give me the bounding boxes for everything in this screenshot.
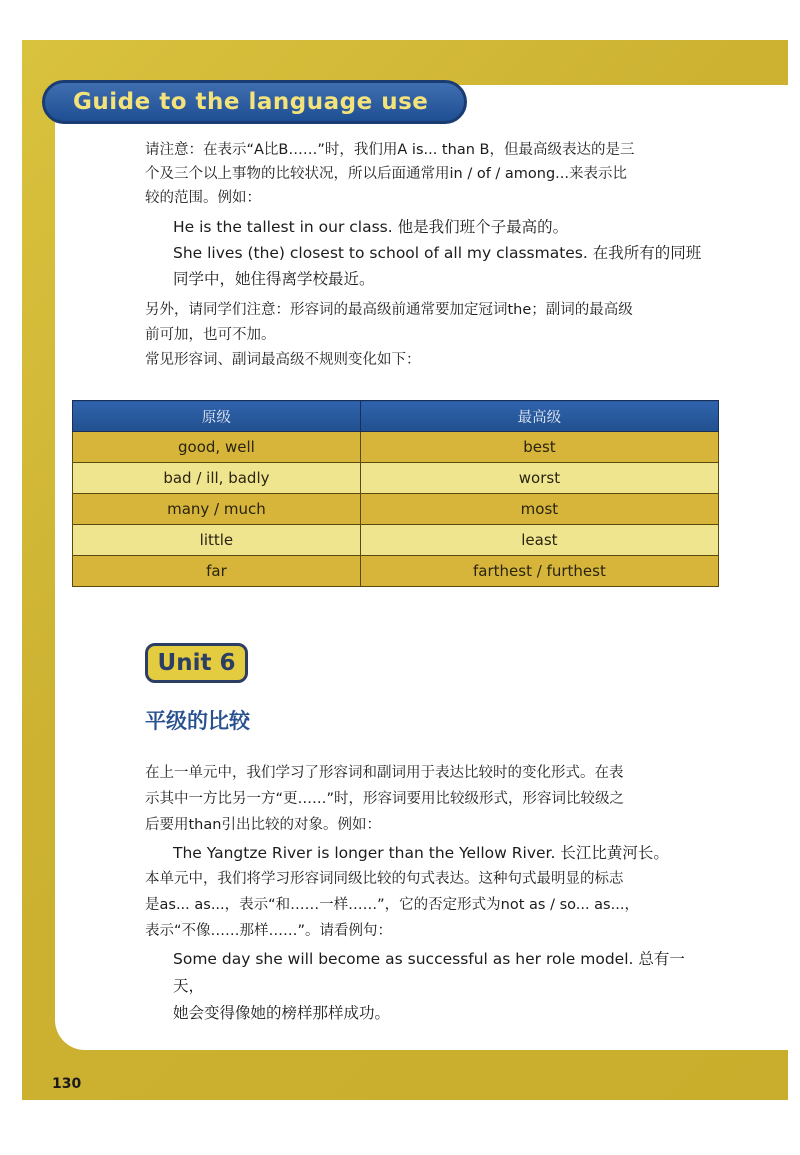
- intro-paragraph: [145, 138, 705, 210]
- unit-example-2: [173, 946, 713, 1027]
- example-line: He is the tallest in our class. 他是我们班个子最高的。: [173, 218, 569, 236]
- table-cell: least: [360, 525, 718, 556]
- header-base-form: 原级: [73, 401, 361, 432]
- text-line: 个及三个以上事物的比较状况，所以后面通常用in / of / among...来表示比: [145, 166, 628, 182]
- text-line: 前可加，也可不加。: [145, 327, 276, 343]
- table-header-row: [73, 401, 719, 432]
- text-line: 表示“不像……那样……”。请看例句：: [145, 923, 393, 939]
- table-cell: bad / ill, badly: [73, 463, 361, 494]
- table-row: [73, 432, 719, 463]
- page-number: 130: [52, 1076, 82, 1092]
- text-line: 另外，请同学们注意：形容词的最高级前通常要加定冠词the；副词的最高级: [145, 302, 633, 318]
- intro-examples: [173, 214, 713, 292]
- text-line: 在上一单元中，我们学习了形容词和副词用于表达比较时的变化形式。在表: [145, 765, 624, 781]
- table-row: [73, 525, 719, 556]
- text-line: 是as... as...，表示“和……一样……”，它的否定形式为not as / so... as...，: [145, 897, 639, 913]
- unit-example-1: The Yangtze River is longer than the Yellow River. 长江比黄河长。: [173, 844, 669, 862]
- example-line: 同学中，她住得离学校最近。: [173, 270, 375, 288]
- section-banner: [42, 80, 467, 124]
- table-cell: worst: [360, 463, 718, 494]
- irregular-forms-table: [72, 400, 719, 587]
- table-cell: far: [73, 556, 361, 587]
- unit-paragraph-2: [145, 866, 705, 944]
- text-line: 较的范围。例如：: [145, 190, 261, 206]
- table-cell: most: [360, 494, 718, 525]
- text-line: 本单元中，我们将学习形容词同级比较的句式表达。这种句式最明显的标志: [145, 871, 624, 887]
- table-cell: farthest / furthest: [360, 556, 718, 587]
- table-row: [73, 463, 719, 494]
- table-cell: little: [73, 525, 361, 556]
- table-row: [73, 494, 719, 525]
- text-line: 请注意：在表示“A比B……”时，我们用A is... than B，但最高级表达的是三: [145, 142, 635, 158]
- example-line: She lives (the) closest to school of all my classmates. 在我所有的同班: [173, 244, 702, 262]
- table-cell: best: [360, 432, 718, 463]
- table-cell: good, well: [73, 432, 361, 463]
- unit-paragraph: [145, 760, 705, 838]
- table-cell: many / much: [73, 494, 361, 525]
- banner-title: Guide to the language use: [73, 89, 429, 115]
- table-row: [73, 556, 719, 587]
- header-superlative: 最高级: [360, 401, 718, 432]
- text-line: 常见形容词、副词最高级不规则变化如下：: [145, 352, 421, 368]
- example-line: Some day she will become as successful as her role model. 总有一天，: [173, 950, 685, 995]
- example-line: 她会变得像她的榜样那样成功。: [173, 1004, 391, 1022]
- text-line: 后要用than引出比较的对象。例如：: [145, 817, 381, 833]
- section-title: 平级的比较: [145, 709, 250, 733]
- unit-badge: Unit 6: [145, 643, 248, 683]
- note-paragraph: [145, 298, 705, 373]
- text-line: 示其中一方比另一方“更……”时，形容词要用比较级形式，形容词比较级之: [145, 791, 625, 807]
